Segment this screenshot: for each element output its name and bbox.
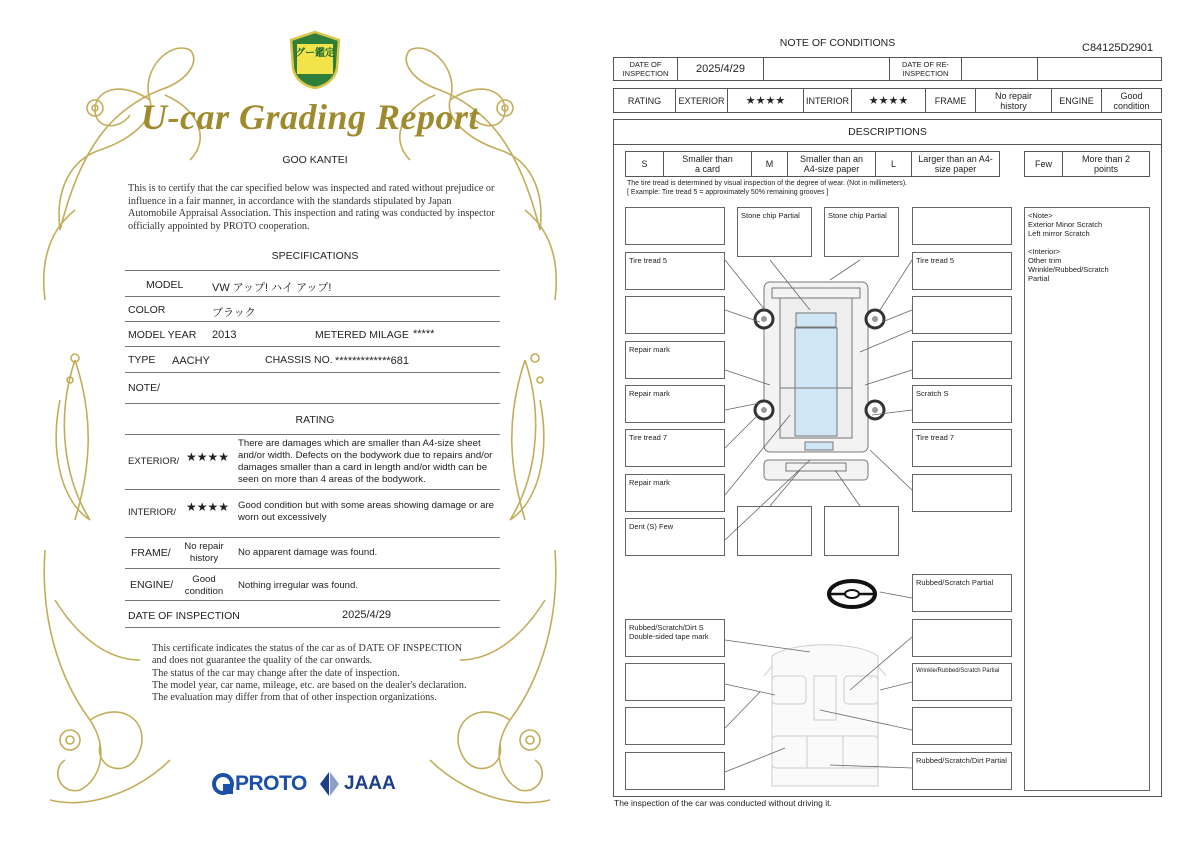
- exterior-box: Tire tread 7: [625, 429, 725, 467]
- proto-mark-icon: [212, 773, 234, 795]
- disclaimer-line-2: The status of the car may change after the date of inspection.: [152, 667, 400, 679]
- dates-row: [613, 57, 1162, 81]
- proto-logo-text: PROTO: [235, 772, 307, 795]
- disclaimer-line-3: The model year, car name, mileage, etc. are based on the dealer's declaration.: [152, 679, 467, 691]
- mileage-value: *****: [413, 328, 435, 340]
- legend-s-desc: Smaller than a card: [664, 152, 752, 176]
- legend-l-desc: Larger than an A4-size paper: [918, 154, 993, 174]
- sheet-title: NOTE OF CONDITIONS: [779, 37, 896, 49]
- tire-note-1: The tire tread is determined by visual inspection of the degree of wear. (Not in millimeters).: [627, 180, 908, 187]
- date-reinspection-value: [962, 58, 1038, 80]
- mileage-label: METERED MILAGE: [315, 329, 409, 341]
- certificate-title: U-car Grading Report: [140, 97, 479, 137]
- document-id: C84125D2901: [1082, 42, 1153, 54]
- model-label: MODEL: [146, 279, 184, 291]
- frame-label: FRAME/: [131, 547, 171, 559]
- note-label: NOTE/: [128, 382, 161, 394]
- legend-s: S: [626, 152, 664, 176]
- certificate-subtitle: GOO KANTEI: [282, 154, 348, 166]
- date-inspection-value: 2025/4/29: [678, 58, 764, 80]
- engine-label: ENGINE: [1052, 89, 1102, 112]
- color-label: COLOR: [128, 304, 166, 316]
- tire-note-2: [ Example: Tire tread 5 = approximately 50% remaining grooves ]: [627, 189, 829, 196]
- rating-label: RATING: [614, 89, 676, 112]
- legend-few: Few: [1025, 152, 1063, 176]
- exterior-stars: ★★★★: [186, 450, 230, 464]
- exterior-box: Stone chip Partial: [737, 207, 812, 257]
- rating-heading: RATING: [295, 414, 335, 426]
- few-legend: [1024, 151, 1150, 177]
- frame-label: FRAME: [926, 89, 976, 112]
- date-reinspection-label: DATE OF RE-INSPECTION: [890, 58, 962, 80]
- goo-kantei-badge: [287, 30, 343, 90]
- exterior-box: Repair mark: [625, 385, 725, 423]
- disclaimer: [152, 643, 472, 704]
- exterior-box: Tire tread 7: [912, 429, 1012, 467]
- descriptions-heading: DESCRIPTIONS: [848, 126, 927, 138]
- rating-row: [613, 88, 1162, 113]
- interior-box: Rubbed/Scratch/Dirt Partial: [912, 752, 1012, 790]
- frame-value: No repair history: [976, 89, 1052, 112]
- sheet-footer: The inspection of the car was conducted without driving it.: [614, 798, 832, 808]
- certificate-intro: This is to certify that the car specified below was inspected and rated without prejudice or influence in a fair manner, in accordance with the standards stipulated by Japan Automobile Appraisal Association. This inspection and rating was conducted by inspector officially appointed by PROTO cooperation.: [128, 183, 495, 232]
- size-legend: [625, 151, 1000, 177]
- interior-stars: ★★★★: [852, 89, 926, 112]
- model-year-value: 2013: [212, 329, 237, 341]
- exterior-box: Tire tread 5: [625, 252, 725, 290]
- badge-text: グー鑑定: [295, 48, 335, 59]
- color-value: ブラック: [212, 307, 256, 319]
- chassis-label: CHASSIS NO.: [265, 354, 333, 366]
- legend-m: M: [752, 152, 788, 176]
- exterior-stars: ★★★★: [728, 89, 804, 112]
- interior-label: INTERIOR: [804, 89, 852, 112]
- exterior-box: Scratch S: [912, 385, 1012, 423]
- frame-description: No apparent damage was found.: [238, 547, 378, 558]
- note-box: <Note> Exterior Minor Scratch Left mirror Scratch <Interior> Other trim Wrinkle/Rubbed/Scratch Partial: [1024, 207, 1150, 791]
- exterior-label: EXTERIOR: [676, 89, 728, 112]
- proto-logo: [212, 772, 307, 796]
- interior-box: Rubbed/Scratch/Dirt S Double-sided tape mark: [625, 619, 725, 657]
- legend-few-desc: More than 2 points: [1081, 154, 1131, 174]
- disclaimer-line-4: The evaluation may differ from that of other inspection organizations.: [152, 692, 437, 704]
- engine-value: Good condition: [1113, 90, 1150, 111]
- date-label: DATE OF INSPECTION: [128, 610, 240, 622]
- exterior-box: Repair mark: [625, 341, 725, 379]
- interior-description: Good condition but with some areas showing damage or are worn out excessively: [238, 500, 494, 523]
- interior-box: Rubbed/Scratch Partial: [912, 574, 1012, 612]
- exterior-description: There are damages which are smaller than A4-size sheet and/or width. Defects on the bodywork due to repairs and/or damages smaller than a card in length and/or width can be seen on more than 4 areas of the bodywork.: [238, 438, 493, 485]
- jaaa-mark-icon: [318, 770, 340, 798]
- date-value: 2025/4/29: [342, 609, 391, 621]
- date-inspection-label: DATE OF INSPECTION: [614, 58, 678, 80]
- model-year-label: MODEL YEAR: [128, 329, 197, 341]
- interior-box: Wrinkle/Rubbed/Scratch Partial: [912, 663, 1012, 701]
- legend-l: L: [876, 152, 912, 176]
- jaaa-logo: [318, 770, 396, 798]
- leader-lines: [610, 200, 1030, 800]
- date-reinspection-blank: [1038, 58, 1162, 80]
- engine-description: Nothing irregular was found.: [238, 580, 358, 591]
- interior-stars: ★★★★: [186, 500, 230, 514]
- type-value: AACHY: [172, 355, 210, 367]
- jaaa-logo-text: JAAA: [344, 773, 396, 794]
- engine-value: Good condition: [184, 574, 224, 597]
- exterior-box: Repair mark: [625, 474, 725, 512]
- engine-label: ENGINE/: [130, 579, 174, 591]
- exterior-label: EXTERIOR/: [128, 456, 180, 467]
- specifications-heading: SPECIFICATIONS: [271, 250, 359, 262]
- exterior-box: Tire tread 5: [912, 252, 1012, 290]
- frame-value: No repair history: [184, 541, 224, 564]
- legend-m-desc: Smaller than an A4-size paper: [788, 152, 876, 176]
- chassis-value: *************681: [335, 355, 410, 367]
- model-value: VW アップ! ハイ アップ!: [212, 282, 332, 294]
- exterior-box: Dent (S) Few: [625, 518, 725, 556]
- date-inspection-blank: [764, 58, 890, 80]
- disclaimer-line-1: This certificate indicates the status of the car as of DATE OF INSPECTION and does not guarantee the quality of the car onwards.: [152, 643, 463, 667]
- interior-label: INTERIOR/: [128, 507, 177, 518]
- type-label: TYPE: [128, 354, 156, 366]
- exterior-box: Stone chip Partial: [824, 207, 899, 257]
